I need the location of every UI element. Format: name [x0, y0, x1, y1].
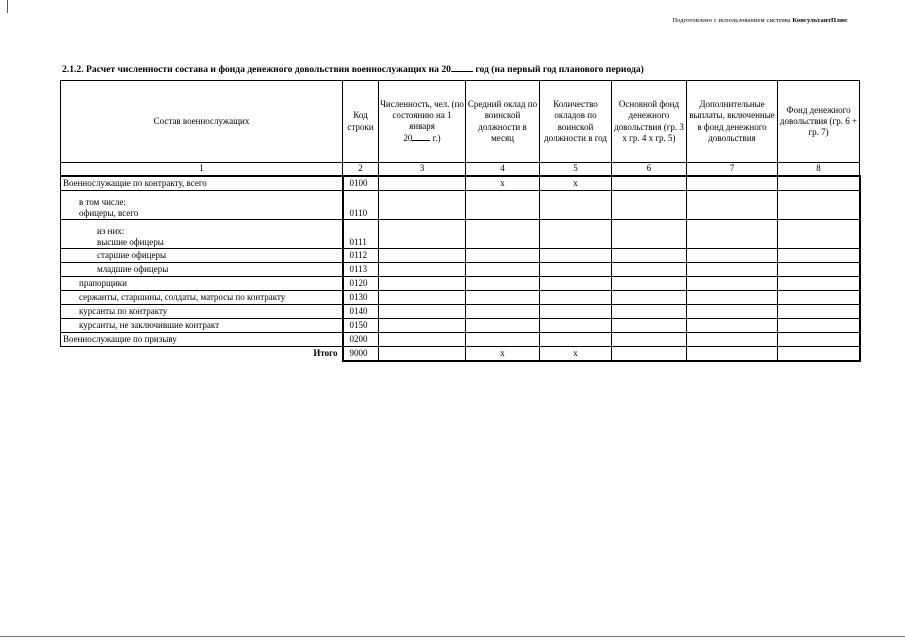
col-header-avg-salary: Средний оклад по воинской должности в месяц	[466, 81, 540, 163]
value-cell[interactable]	[379, 249, 466, 263]
row-code: 9000	[343, 347, 379, 362]
value-cell[interactable]	[612, 277, 687, 291]
value-cell[interactable]	[687, 277, 778, 291]
value-cell[interactable]	[778, 176, 860, 191]
row-sublabel: в том числе:	[79, 196, 126, 207]
value-cell[interactable]	[540, 333, 612, 347]
value-cell[interactable]	[379, 319, 466, 333]
scan-bottom-line	[0, 636, 905, 637]
row-label: Военнослужащие по призыву	[61, 333, 343, 347]
title-after: год (на первый год планового периода)	[472, 64, 644, 75]
value-cell[interactable]	[466, 305, 540, 319]
table-row	[61, 220, 860, 249]
row-label	[61, 191, 343, 220]
row-code: 0111	[343, 220, 379, 249]
section-title	[62, 62, 644, 75]
value-cell[interactable]	[687, 176, 778, 191]
column-number-row	[61, 163, 860, 177]
value-cell[interactable]	[466, 277, 540, 291]
value-cell[interactable]	[687, 305, 778, 319]
col-header-total-fund: Фонд денежного довольствия (гр. 6 + гр. 7)	[778, 81, 860, 163]
table-row	[61, 263, 860, 277]
value-cell[interactable]	[778, 191, 860, 220]
column-number: 7	[687, 163, 778, 177]
value-cell[interactable]	[540, 191, 612, 220]
consultant-plus-note	[672, 17, 848, 24]
column-number: 4	[466, 163, 540, 177]
year-blank	[451, 62, 473, 72]
value-cell[interactable]	[466, 319, 540, 333]
calculation-table	[60, 80, 861, 362]
value-cell[interactable]	[687, 291, 778, 305]
headcount-year-blank	[412, 132, 430, 141]
value-cell[interactable]	[540, 305, 612, 319]
row-label: младшие офицеры	[61, 263, 343, 277]
row-code: 0113	[343, 263, 379, 277]
row-code: 0110	[343, 191, 379, 220]
value-cell[interactable]	[687, 263, 778, 277]
headcount-label: Численность, чел. (по состоянию на 1 января	[380, 98, 464, 131]
value-cell[interactable]	[466, 333, 540, 347]
value-cell[interactable]	[778, 347, 860, 362]
column-number: 3	[379, 163, 466, 177]
value-cell[interactable]	[379, 277, 466, 291]
value-cell[interactable]	[612, 191, 687, 220]
table-row	[61, 305, 860, 319]
total-label: Итого	[61, 347, 343, 362]
row-label-text: офицеры, всего	[79, 207, 139, 218]
row-code: 0200	[343, 333, 379, 347]
col-header-composition: Состав военнослужащих	[61, 81, 343, 163]
value-cell[interactable]	[466, 191, 540, 220]
value-cell[interactable]	[687, 249, 778, 263]
row-label	[61, 220, 343, 249]
row-label-text: высшие офицеры	[97, 236, 164, 247]
row-code: 0140	[343, 305, 379, 319]
value-cell[interactable]	[612, 176, 687, 191]
col-header-base-fund: Основной фонд денежного довольствия (гр. 3 x гр. 4 x гр. 5)	[612, 81, 687, 163]
value-cell[interactable]	[612, 263, 687, 277]
table-row	[61, 333, 860, 347]
value-cell[interactable]	[687, 319, 778, 333]
value-cell[interactable]	[379, 263, 466, 277]
na-mark: x	[540, 176, 612, 191]
value-cell[interactable]	[778, 305, 860, 319]
value-cell[interactable]	[687, 333, 778, 347]
value-cell[interactable]	[466, 291, 540, 305]
value-cell[interactable]	[379, 291, 466, 305]
row-label: прапорщики	[61, 277, 343, 291]
col-header-salary-count: Количество окладов по воинской должности в год	[540, 81, 612, 163]
column-number: 6	[612, 163, 687, 177]
value-cell[interactable]	[687, 347, 778, 362]
header-note-prefix: Подготовлено с использованием системы	[672, 17, 793, 24]
row-label: курсанты, не заключившие контракт	[61, 319, 343, 333]
table-row	[61, 176, 860, 191]
value-cell[interactable]	[540, 277, 612, 291]
value-cell[interactable]	[540, 249, 612, 263]
value-cell[interactable]	[466, 220, 540, 249]
value-cell[interactable]	[687, 191, 778, 220]
value-cell[interactable]	[612, 319, 687, 333]
value-cell[interactable]	[612, 220, 687, 249]
value-cell[interactable]	[540, 263, 612, 277]
col-header-extra-payments: Дополнительные выплаты, включенные в фонд денежного довольствия	[687, 81, 778, 163]
col-header-headcount	[379, 81, 466, 163]
value-cell[interactable]	[540, 319, 612, 333]
value-cell[interactable]	[612, 249, 687, 263]
value-cell[interactable]	[778, 291, 860, 305]
value-cell[interactable]	[778, 263, 860, 277]
col-header-code: Код строки	[343, 81, 379, 163]
row-label: курсанты по контракту	[61, 305, 343, 319]
row-code: 0150	[343, 319, 379, 333]
row-label: старшие офицеры	[61, 249, 343, 263]
row-code: 0130	[343, 291, 379, 305]
value-cell[interactable]	[379, 333, 466, 347]
table-row	[61, 319, 860, 333]
value-cell[interactable]	[379, 191, 466, 220]
value-cell[interactable]	[687, 220, 778, 249]
value-cell[interactable]	[778, 333, 860, 347]
table-row	[61, 191, 860, 220]
header-row	[61, 81, 860, 163]
row-sublabel: из них:	[97, 225, 125, 236]
value-cell[interactable]	[540, 220, 612, 249]
value-cell[interactable]	[612, 347, 687, 362]
value-cell[interactable]	[466, 263, 540, 277]
table-row	[61, 291, 860, 305]
row-label: Военнослужащие по контракту, всего	[61, 176, 343, 191]
value-cell[interactable]	[778, 277, 860, 291]
value-cell[interactable]	[540, 291, 612, 305]
row-code: 0120	[343, 277, 379, 291]
title-before: 2.1.2. Расчет численности состава и фонда денежного довольствия военнослужащих на 20	[62, 64, 451, 75]
total-row	[61, 347, 860, 362]
value-cell[interactable]	[466, 249, 540, 263]
column-number: 8	[778, 163, 860, 177]
value-cell[interactable]	[778, 319, 860, 333]
value-cell[interactable]	[612, 291, 687, 305]
value-cell[interactable]	[778, 249, 860, 263]
column-number: 1	[61, 163, 343, 177]
table-row	[61, 277, 860, 291]
value-cell[interactable]	[379, 176, 466, 191]
value-cell[interactable]	[778, 220, 860, 249]
headcount-year-prefix: 20	[403, 133, 413, 144]
value-cell[interactable]	[612, 305, 687, 319]
headcount-year-suffix: г.)	[430, 133, 441, 144]
value-cell[interactable]	[379, 220, 466, 249]
table-row	[61, 249, 860, 263]
value-cell[interactable]	[379, 347, 466, 362]
na-mark: x	[540, 347, 612, 362]
column-number: 2	[343, 163, 379, 177]
na-mark: x	[466, 176, 540, 191]
column-number: 5	[540, 163, 612, 177]
row-code: 0112	[343, 249, 379, 263]
row-code: 0100	[343, 176, 379, 191]
value-cell[interactable]	[379, 305, 466, 319]
scan-edge-mark	[7, 0, 8, 13]
value-cell[interactable]	[612, 333, 687, 347]
na-mark: x	[466, 347, 540, 362]
header-note-brand: КонсультантПлюс	[792, 17, 848, 24]
row-label: сержанты, старшины, солдаты, матросы по контракту	[61, 291, 343, 305]
